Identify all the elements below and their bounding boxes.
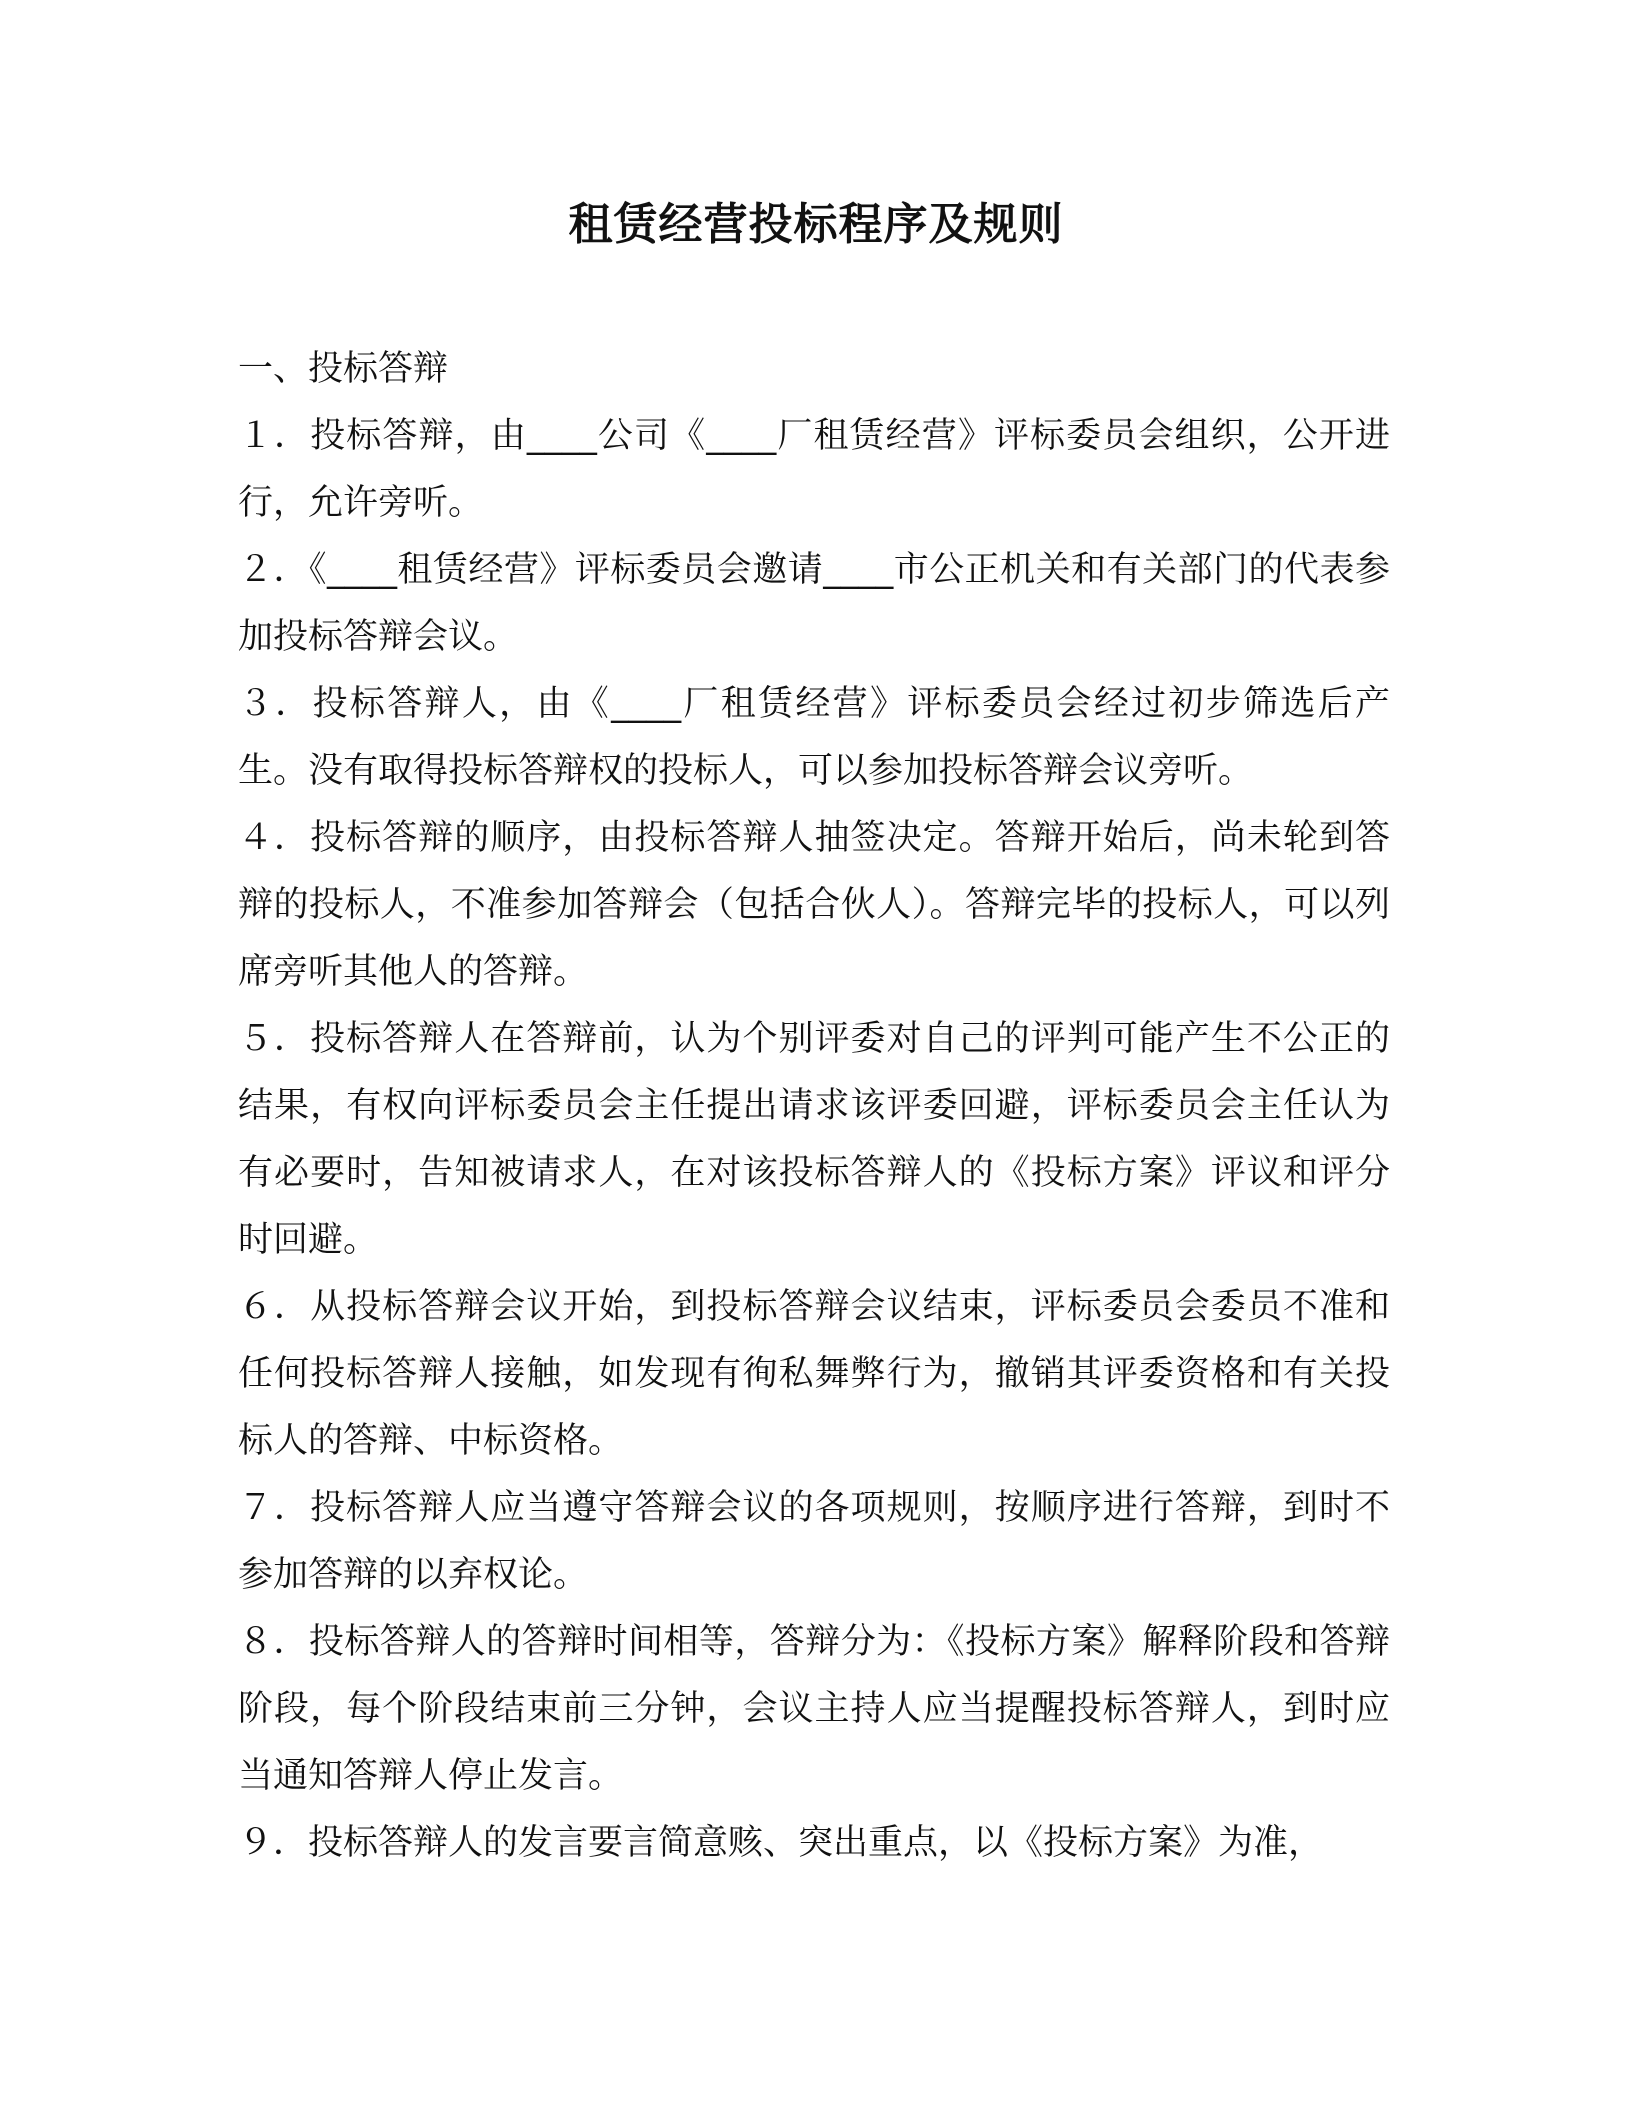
rule-paragraph-7: ７．投标答辩人应当遵守答辩会议的各项规则，按顺序进行答辩，到时不参加答辩的以弃权论。 (238, 1488, 1390, 1595)
document-body (238, 336, 1390, 1877)
rule-paragraph-3: ３．投标答辩人，由《____厂租赁经营》评标委员会经过初步筛选后产生。没有取得投标答辩权的投标人，可以参加投标答辩会议旁听。 (238, 684, 1390, 791)
rule-paragraph-2: ２．《____租赁经营》评标委员会邀请____市公正机关和有关部门的代表参加投标答辩会议。 (238, 550, 1390, 657)
rule-paragraph-5: ５．投标答辩人在答辩前，认为个别评委对自己的评判可能产生不公正的结果，有权向评标委员会主任提出请求该评委回避，评标委员会主任认为有必要时，告知被请求人，在对该投标答辩人的《投标方案》评议和评分时回避。 (238, 1019, 1390, 1260)
section-heading: 一、投标答辩 (238, 349, 449, 389)
rule-paragraph-4: ４．投标答辩的顺序，由投标答辩人抽签决定。答辩开始后，尚未轮到答辩的投标人，不准参加答辩会（包括合伙人）。答辩完毕的投标人，可以列席旁听其他人的答辩。 (238, 818, 1390, 992)
rule-paragraph-8: ８．投标答辩人的答辩时间相等，答辩分为：《投标方案》解释阶段和答辩阶段，每个阶段结束前三分钟，会议主持人应当提醒投标答辩人，到时应当通知答辩人停止发言。 (238, 1622, 1390, 1796)
document-title: 租赁经营投标程序及规则 (568, 199, 1064, 250)
rule-paragraph-1: １．投标答辩，由____公司《____厂租赁经营》评标委员会组织，公开进行，允许旁听。 (238, 416, 1390, 523)
rule-paragraph-9: ９．投标答辩人的发言要言简意赅、突出重点，以《投标方案》为准， (238, 1823, 1324, 1863)
rule-paragraph-6: ６．从投标答辩会议开始，到投标答辩会议结束，评标委员会委员不准和任何投标答辩人接触，如发现有徇私舞弊行为，撤销其评委资格和有关投标人的答辩、中标资格。 (238, 1287, 1390, 1461)
